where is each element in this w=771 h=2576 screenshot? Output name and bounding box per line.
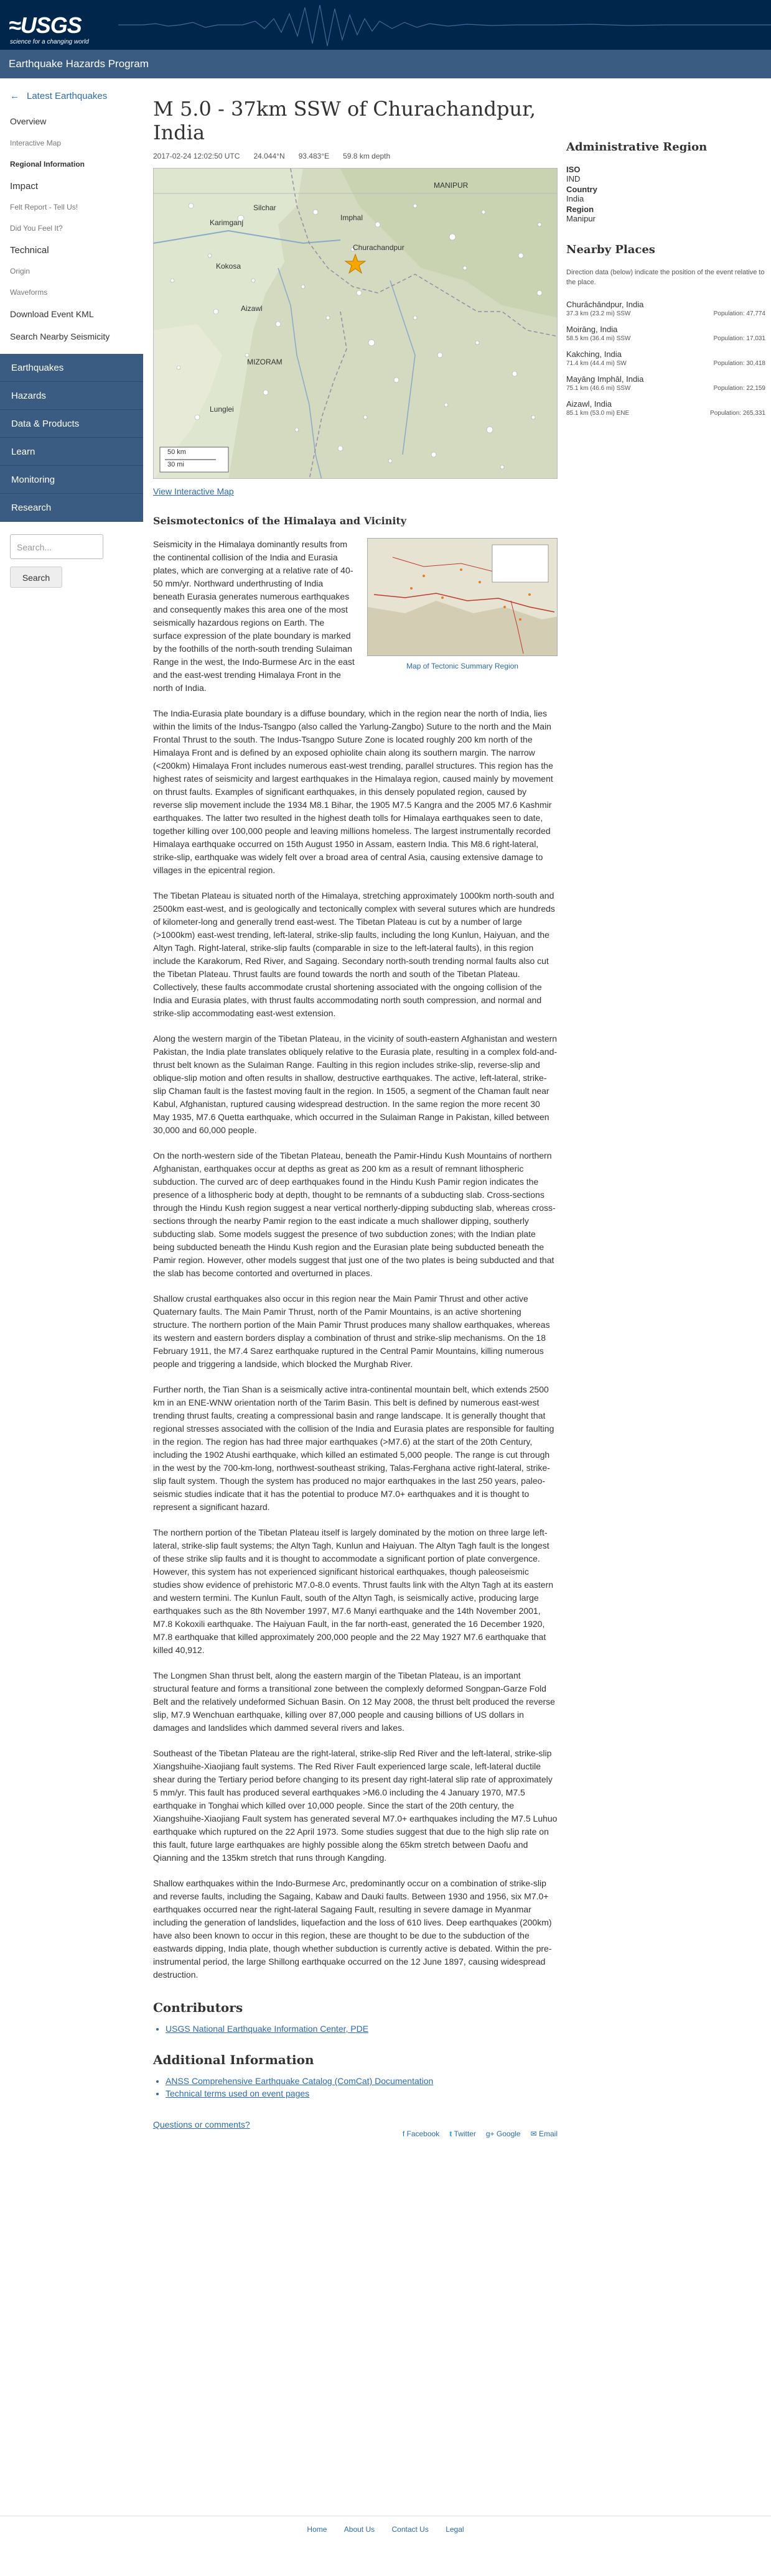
left-sidebar <box>0 78 143 600</box>
right-column <box>566 141 765 420</box>
tectonic-paragraph: Along the western margin of the Tibetan Plateau, in the vicinity of south-eastern Afghanistan and western Pakistan, the India plate translates obliquely relative to the Eurasia plate, resulting in a complex fold-and-thrust belt known as the Sulaiman Range. Faulting in this region includes strike-slip, reverse-slip and oblique-slip motion and often results in shallow, destructive earthquakes. The active, left-lateral, strike-slip Chaman fault is the fastest moving fault in the region. In 1505, a segment of the Chaman fault near Kabul, Afghanistan, ruptured causing widespread destruction. In the same region the more recent 30 May 1935, M7.6 Quetta earthquake, which occurred in the Sulaiman Range in Pakistan, killed between 30,000 and 60,000 people. <box>153 1034 558 1135</box>
tectonic-paragraph: Shallow earthquakes within the Indo-Burmese Arc, predominantly occur on a combination of strike-slip and reverse faults, including the Sagaing, Kabaw and Dauki faults. Between 1930 and 1956, six M7.0+ earthquakes occurred near the right-lateral Sagaing Fault, resulting in severe damage in Myanmar including the generation of landslides, liquefaction and the loss of 610 lives. Deep earthquakes (200km) have also been known to occur in this region, these are thought to be due to the subduction of the eastwards dipping, India plate, though whether subduction is currently active is debated. Within the pre-instrumental period, the large Shillong earthquake occurred on the 12 June 1897, causing widespread destruction. <box>153 1878 552 1980</box>
arrow-left-icon: ← <box>10 91 19 101</box>
technical-terms-link[interactable]: • Technical terms used on event pages <box>166 2088 558 2098</box>
place-population: Population: 22,159 <box>713 385 765 392</box>
questions-link[interactable]: Questions or comments? <box>153 2120 250 2129</box>
view-interactive-map-link[interactable]: View Interactive Map <box>153 486 234 496</box>
main-content <box>153 78 558 2138</box>
map-label: Silchar <box>253 203 276 212</box>
place-population: Population: 17,031 <box>713 335 765 342</box>
map-label: Imphal <box>340 213 363 222</box>
waveforms-link[interactable]: Waveforms <box>10 288 48 297</box>
iso-label: ISO <box>566 165 581 174</box>
impact-heading: Impact <box>10 181 39 192</box>
event-map[interactable] <box>153 168 558 479</box>
tectonic-paragraph: The India-Eurasia plate boundary is a diffuse boundary, which in the region near the north of India, lies within the limits of the Indus-Tsangpo (also called the Yarlung-Zangbo) Suture to the north and the Main Frontal Thrust to the south. The Indus-Tsangpo Suture Zone is located roughly 200 km north of the Himalaya Front and is defined by an exposed ophiolite chain along its southern margin. The narrow (<200km) Himalaya Front includes numerous east-west trending, parallel structures. This region has the highest rates of seismicity and largest earthquakes in the Himalaya region, caused mainly by movement on thrust faults. Examples of significant earthquakes, in this densely populated region, caused by reverse slip movement include the 1934 M8.1 Bihar, the 1905 M7.5 Kangra and the 2005 M7.6 Kashmir earthquakes. The latter two resulted in the highest death tolls for Himalaya earthquakes seen to date, together killing over 100,000 people and leaving millions homeless. The largest instrumentally recorded Himalaya earthquake occurred on 15th August 1950 in Assam, eastern India. This M8.6 right-lateral, strike-slip, earthquake was widely felt over a broad area of central Asia, causing extensive damage to villages in the epicentral region. <box>153 708 553 875</box>
place-item <box>566 321 765 346</box>
map-label: Lunglei <box>210 405 234 414</box>
place-distance: 71.4 km (44.4 mi) SW <box>566 360 627 367</box>
place-population: Population: 47,774 <box>713 310 765 317</box>
page-bottom-row <box>153 2101 558 2138</box>
map-label: Aizawl <box>241 304 263 313</box>
seismogram-graphic <box>118 0 771 50</box>
tectonic-paragraph: Southeast of the Tibetan Plateau are the right-lateral, strike-slip Red River and the left-lateral, strike-slip Xiangshuihe-Xiaojiang fault systems. The Red River Fault experienced large scale, left-lateral ductile shear during the Tertiary period before changing to its present day right-lateral slip rate of approximately 5 mm/yr. This fault has produced several earthquakes >M6.0 including the 4 January 1970, M7.5 earthquake in Tonghai which killed over 10,000 people. Since the start of the 20th century, the Xiangshuihe-Xiaojiang Fault system has generated several M7.0+ earthquakes including the M7.5 Luhuo earthquake which ruptured on the 22 April 1973. Some studies suggest that due to the high slip rate on this fault, future large earthquakes are highly possible along the 65km stretch between Daofu and Qianning and the 135km stretch that runs through Kangding. <box>153 1748 558 1863</box>
place-population: Population: 265,331 <box>710 410 765 417</box>
footer-about-link[interactable]: About Us <box>343 2525 375 2534</box>
program-title[interactable]: Earthquake Hazards Program <box>9 58 149 70</box>
place-name: Moirāng, India <box>566 325 618 334</box>
place-item <box>566 371 765 396</box>
search-input[interactable]: Search... <box>10 534 103 559</box>
program-nav-bar[interactable] <box>0 50 771 78</box>
tectonic-paragraph: The northern portion of the Tibetan Plateau itself is largely dominated by the motion on three large left-lateral, strike-slip fault systems; the Altyn Tagh, Kunlun and Haiyuan. The Altyn Tagh fault is the longest of these strike slip faults and it is thought to accommodate a significant portion of plate convergence. However, this system has not experienced significant historical earthquakes, though paleoseismic studies show evidence of prehistoric M7.0-8.0 events. Thrust faults link with the Altyn Tagh at its eastern and western termini. The Kunlun Fault, south of the Altyn Tagh, is seismically active, producing large earthquakes such as the 8th November 1997, M7.6 Manyi earthquake and the 14th November 2001, M7.8 Kokoxili earthquake. The Haiyuan Fault, in the far north-east, generated the 16 December 1920, M7.8 earthquake that killed approximately 200,000 people and the 22 May 1927 M7.6 earthquake that killed 40,912. <box>153 1527 554 1655</box>
latest-earthquakes-label: Latest Earthquakes <box>27 91 108 101</box>
map-label: MIZORAM <box>247 358 283 366</box>
tectonic-paragraph: The Longmen Shan thrust belt, along the eastern margin of the Tibetan Plateau, is an important structural feature and forms a transitional zone between the complexly deformed Songpan-Garze Fold Belt and the relatively undeformed Sichuan Basin. On 12 May 2008, the thrust belt produced the reverse slip, M7.9 Wenchuan earthquake, killing over 87,000 people and causing billions of US dollars in damages and landslides which dammed several rivers and lakes. <box>153 1670 555 1733</box>
event-depth: 59.8 km depth <box>343 152 391 160</box>
footer-legal-link[interactable]: Legal <box>446 2525 464 2534</box>
google-label: Google <box>496 2129 521 2138</box>
event-latitude: 24.044°N <box>253 152 285 160</box>
tectonic-paragraph: Shallow crustal earthquakes also occur in this region near the Main Pamir Thrust and other active Quaternary faults. The Main Pamir Thrust, north of the Pamir Mountains, is an active shortening structure. The northern portion of the Main Pamir Thrust produces many shallow earthquakes, whereas its western and eastern borders display a combination of thrust and strike-slip mechanisms. On the 18 February 1911, the M7.4 Sarez earthquake ruptured in the Central Pamir Mountains, killing numerous people and triggering a landside, which blocked the Murghab River. <box>153 1294 550 1369</box>
felt-report-link[interactable]: Felt Report - Tell Us! <box>10 203 78 211</box>
nav-monitoring[interactable]: Monitoring <box>0 466 143 494</box>
map-label: Kokosa <box>216 262 241 271</box>
place-item <box>566 396 765 420</box>
tectonic-paragraph: On the north-western side of the Tibetan Plateau, beneath the Pamir-Hindu Kush Mountains of northern Afghanistan, earthquakes occur at depths as great as 200 km as a result of remnant lithospheric subduction. The curved arc of deep earthquakes found in the Hindu Kush Pamir region indicates the presence of a lithospheric body at depth, thought to be remnants of a subducting slab. Cross-sections through the Hindu Kush region suggest a near vertical northerly-dipping subducting slab, whereas cross-sections through the nearby Pamir region to the east indicate a much shallower dipping, southerly subducting slab. Some models suggest the presence of two subduction zones; with the Indian plate being subducted beneath the Hindu Kush region and the Eurasian plate being subducted beneath the Pamir region. However, other models suggest that just one of the two plates is being subducted and that the slab has become contorted and overturned in places. <box>153 1151 556 1278</box>
nearby-places-heading: Nearby Places <box>566 243 655 256</box>
footer-home-link[interactable]: Home <box>307 2525 327 2534</box>
nav-earthquakes[interactable]: Earthquakes <box>0 354 143 382</box>
place-name: Aizawl, India <box>566 399 612 409</box>
nav-data-products[interactable]: Data & Products <box>0 410 143 438</box>
tectonic-summary-title: Seismotectonics of the Himalaya and Vicinity <box>153 515 407 527</box>
additional-info-list <box>153 2076 558 2098</box>
origin-link[interactable]: Origin <box>10 267 30 276</box>
country-label: Country <box>566 185 597 194</box>
tectonic-map-image[interactable] <box>367 538 558 656</box>
contributors-heading: Contributors <box>153 2000 243 2015</box>
contributor-link[interactable]: • USGS National Earthquake Information Center, PDE <box>166 2024 558 2034</box>
place-population: Population: 30,418 <box>713 360 765 367</box>
regional-info-link[interactable]: Regional Information <box>10 160 85 169</box>
admin-region-heading: Administrative Region <box>566 141 708 154</box>
site-footer <box>0 2525 771 2534</box>
place-name: Kakching, India <box>566 350 622 359</box>
google-icon: g+ <box>485 2129 497 2138</box>
region-value: Manipur <box>566 214 596 223</box>
envelope-icon: ✉ <box>530 2129 539 2138</box>
nav-research[interactable]: Research <box>0 494 143 522</box>
tectonic-paragraph: The Tibetan Plateau is situated north of the Himalaya, stretching approximately 1000km north-south and 2500km east-west, and is geologically and tectonically complex with several sutures which are hundreds of kilometer-long and generally trend east-west. The Tibetan Plateau is cut by a number of large (>1000km) east-west trending, left-lateral, strike-slip faults, including the long Kunlun, Haiyuan, and the Altyn Tagh. Right-lateral, strike-slip faults (comparable in size to the left-lateral faults), in this region include the Karakorum, Red River, and Sagaing. Secondary north-south trending normal faults also cut the Tibetan Plateau. Thrust faults are found towards the north and south of the Tibetan Plateau. Collectively, these faults accommodate crustal shortening associated with the ongoing collision of the India and Eurasia plates, with thrust faults accommodating north south compression, and normal and strike-slip accommodating east-west extension. <box>153 891 555 1018</box>
additional-info-heading: Additional Information <box>153 2052 314 2067</box>
nav-hazards[interactable]: Hazards <box>0 382 143 410</box>
contributors-list <box>153 2024 558 2034</box>
map-label: MANIPUR <box>434 181 469 190</box>
google-share[interactable] <box>486 2129 521 2138</box>
twitter-icon: t <box>449 2129 454 2138</box>
footer-contact-link[interactable]: Contact Us <box>391 2525 429 2534</box>
tectonic-summary <box>153 538 558 1981</box>
email-share[interactable] <box>531 2129 558 2138</box>
usgs-logo[interactable] <box>9 7 108 45</box>
tectonic-map-caption[interactable]: Map of Tectonic Summary Region <box>406 662 518 670</box>
place-distance: 75.1 km (46.6 mi) SSW <box>566 385 631 392</box>
nearby-places-desc: Direction data (below) indicate the position of the event relative to the place. <box>566 269 765 286</box>
site-header <box>0 0 771 50</box>
event-longitude: 93.483°E <box>298 152 330 160</box>
event-meta <box>153 152 558 160</box>
region-label: Region <box>566 205 594 214</box>
map-scale-mi: 30 mi <box>167 461 184 468</box>
share-links <box>403 2129 558 2138</box>
place-name: Churāchāndpur, India <box>566 300 644 309</box>
event-title: M 5.0 - 37km SSW of Churachandpur, India <box>153 97 536 144</box>
download-kml-link[interactable]: Download Event KML <box>10 309 94 319</box>
facebook-label: Facebook <box>406 2129 440 2138</box>
country-value: India <box>566 194 584 203</box>
section-nav <box>0 354 143 522</box>
map-label: Churachandpur <box>353 243 404 252</box>
event-time: 2017-02-24 12:02:50 UTC <box>153 152 240 160</box>
place-item <box>566 296 765 321</box>
logo-tagline: science for a changing world <box>10 39 89 45</box>
overview-link[interactable]: Overview <box>10 116 47 126</box>
search-button[interactable]: Search <box>10 567 62 588</box>
twitter-label: Twitter <box>454 2129 476 2138</box>
place-distance: 85.1 km (53.0 mi) ENE <box>566 410 630 417</box>
facebook-share[interactable] <box>403 2129 439 2138</box>
latest-earthquakes-link[interactable] <box>10 91 133 101</box>
place-item <box>566 346 765 371</box>
nearby-seismicity-link[interactable]: Search Nearby Seismicity <box>10 331 110 341</box>
map-scale-km: 50 km <box>167 448 186 456</box>
facebook-icon: f <box>402 2129 407 2138</box>
logo-text: ≈USGS <box>9 12 82 38</box>
place-name: Mayāng Imphāl, India <box>566 374 644 384</box>
nav-learn[interactable]: Learn <box>0 438 143 466</box>
tectonic-paragraph: Seismicity in the Himalaya dominantly results from the continental collision of the India and Eurasia plates, which are converging at a relative rate of 40-50 mm/yr. Northward underthrusting of India beneath Eurasia generates numerous earthquakes and consequently makes this area one of the most seismically hazardous regions on Earth. The surface expression of the plate boundary is marked by the foothills of the north-south trending Sulaiman Range in the west, the Indo-Burmese Arc in the east and the east-west trending Himalaya Front in the north of India. <box>153 539 355 693</box>
dyfi-link[interactable]: Did You Feel It? <box>10 224 63 233</box>
interactive-map-link[interactable]: Interactive Map <box>10 139 62 147</box>
map-label: Karimganj <box>210 218 244 227</box>
twitter-share[interactable] <box>449 2129 476 2138</box>
place-distance: 58.5 km (36.4 mi) SSW <box>566 335 631 342</box>
place-distance: 37.3 km (23.2 mi) SSW <box>566 310 631 317</box>
email-label: Email <box>538 2129 558 2138</box>
technical-heading: Technical <box>10 245 49 256</box>
comcat-docs-link[interactable]: • ANSS Comprehensive Earthquake Catalog (ComCat) Documentation <box>166 2076 558 2086</box>
iso-value: IND <box>566 174 581 183</box>
tectonic-paragraph: Further north, the Tian Shan is a seismically active intra-continental mountain belt, which extends 2500 km in an ENE-WNW orientation north of the Tarim Basin. This belt is defined by numerous east-west trending thrust faults, creating a compressional basin and range landscape. It is generally thought that regional stresses associated with the collision of the India and Eurasia plates are responsible for faulting in the region. The region has had three major earthquakes (>M7.6) at the start of the 20th Century, including the 1902 Atushi earthquake, which killed an estimated 5,000 people. The range is cut through in the west by the 700-km-long, northwest-southeast striking, Talas-Ferghana active right-lateral, strike-slip fault system. Though the system has produced no major earthquakes in the last 250 years, paleo-seismic studies indicate that it has the potential to produce M7.0+ earthquakes and it is thought to represent a significant hazard. <box>153 1384 554 1512</box>
tectonic-map-figure[interactable] <box>367 538 558 673</box>
